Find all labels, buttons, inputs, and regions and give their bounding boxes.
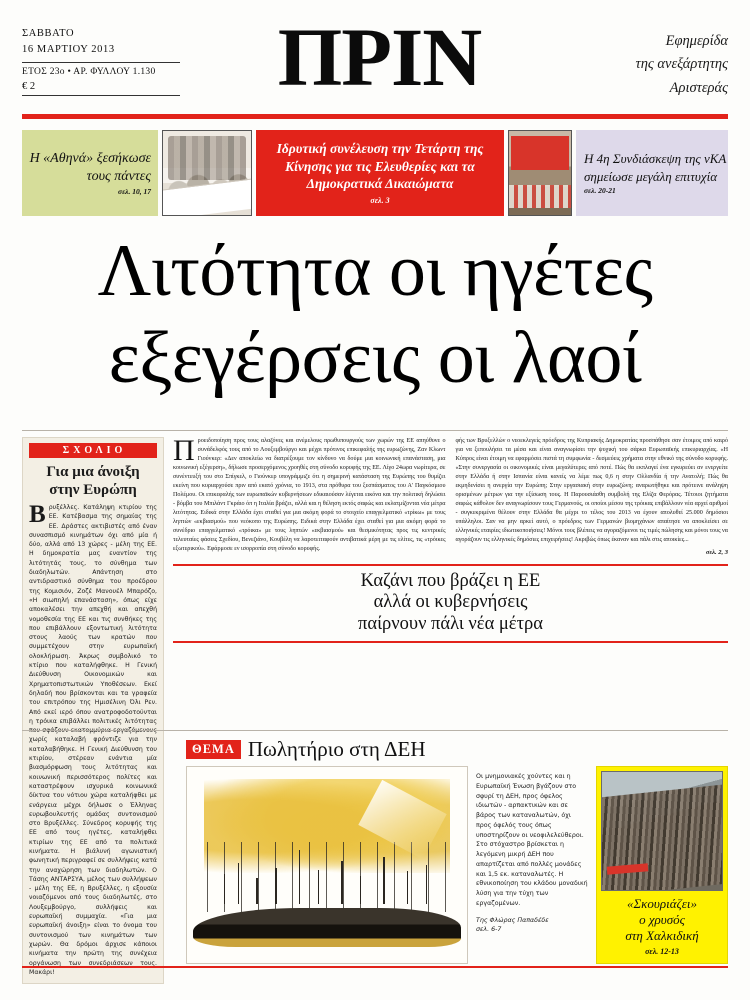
article-column-2 xyxy=(456,437,729,558)
teaser-nka[interactable] xyxy=(576,130,728,216)
teaser-nka-page: σελ. 20-21 xyxy=(584,185,616,195)
commentary-title-line-1: Για μια άνοιξη xyxy=(46,464,140,480)
bottom-teaser-page: σελ. 12-13 xyxy=(645,947,679,957)
masthead-issue: ΕΤΟΣ 23ο • ΑΡ. ΦΥΛΛΟΥ 1.130 xyxy=(22,66,156,77)
teaser-athina-text: Η «Αθηνά» ξεσήκωσε τους πάντες xyxy=(29,150,151,184)
commentary-title xyxy=(29,463,157,499)
teaser-protest-photo xyxy=(162,130,252,216)
pull-quote-line-3: παίρνουν πάλι νέα μέτρα xyxy=(358,613,543,634)
thema-sidebar-text: Οι μνημονιακές χούντες και η Ευρωπαϊκή Ένωση βγάζουν στο σφυρί τη ΔΕΗ, προς όφελος ιδιωτών - αρπακτικών και σε βάρος των καταναλωτών, όχι προς όφελός τους όπως υποστηρίζουν οι νεοφιλελεύθεροι. Στο στόχαστρο βρίσκεται η λεγόμενη μικρή ΔΕΗ που απαρτίζεται από πολλές μονάδες και 1,5 εκ. καταναλωτές. Η εθνικοποίηση του κλάδου μοναδική λύση για την τύχη των εργαζομένων. xyxy=(476,773,588,907)
thema-sidebar xyxy=(476,766,588,964)
teaser-strip xyxy=(22,130,728,216)
commentary-title-line-2: στην Ευρώπη xyxy=(49,482,137,498)
main-headline xyxy=(22,228,728,401)
bottom-teaser-line-3: στη Χαλκιδική xyxy=(625,928,699,944)
power-plant-watercolor-illustration xyxy=(186,766,468,964)
thema-badge: ΘΕΜΑ xyxy=(186,740,241,759)
page-bottom-rule xyxy=(22,966,728,968)
tagline-line-2: της ανεξάρτητης xyxy=(635,56,728,73)
masthead-price: € 2 xyxy=(22,80,36,92)
teaser-kinisi-page: σελ. 3 xyxy=(370,195,390,205)
article-col1-text: ροειδοποίηση προς τους αλαζόνες και ανέμελους πρωθυπουργούς των χωρών της ΕΕ απηύθυνε ο συνάδελφός τους από το Λουξεμβούργο και μέχρι πρότινος επικεφαλής της ευρωζώνης, Ζαν Κλωντ Γιούνκερ: «Δεν αποκλείω να διατρέξουμε τον κίνδυνο να δούμε μια κοινωνική επανάσταση, μια κοινωνική εξέγερση», δήλωσε προσερχόμενος χροηθές στη σύνοδο κορυφής της ΕΕ. Λίγο 24ωρα νωρίτερα, σε συνέντευξή του στο Σπίγκελ, ο Γιούνκερ υπογράμμιζε ότι η σημερινή κατάσταση της Ευρώπης του θυμίζει εκείνη που κυριαρχούσε πριν από εκατό χρόνια, το 1913, στα πρόθυρα του ξεσπάσματος του Α' Παγκόσμιου Πολέμου. Οι επικεφαλής των ευρωπαϊκών κυβερνήσεων εδικαιούσαν λέγεται εικόνα και την πολιτική δηλώσει - βόμβα του Μπιλάντ Γκράιο όπ η Ιταλία βράζει, αλλά και η θέληση εκτός σαφώς και εκλατμίζονται νέα μέτρα λιτότητας. Ειδικά στην Ελλάδα έχει σταθεί για μια ακόμη φορά το στοιχείο επαγγελματικό «τρίκω» με τους ληπτών «εκβιασμού» που νεόκοπο της Ευρώπης. Ειδικά στην Ελλάδα έχει σταθεί για μια ακόμη φορά το συνέδριο επαγγελματικό «τρόικα» με τους ληπτών «εκβιασμού» και θεσμικότητας προς τις κεντρικές τελευταίες φάσεις Σχεδίου, Βενεζιάνο, Κουβέλη να λαροτειταφούν αντιβατικά μέρη με τις ελίτες, τις «τρόικες εξωτερικού». Εφάρμοσε εν ισορροπία στη σύνοδο κορυφής. xyxy=(173,438,446,553)
illustration-ground xyxy=(193,908,462,947)
bottom-teaser-line-1: «Σκουριάζει» xyxy=(626,896,698,911)
teaser-nka-text: Η 4η Συνδιάσκεψη της νΚΑ σημείωσε μεγάλη επιτυχία xyxy=(584,151,727,184)
thema-header xyxy=(186,737,728,762)
article-column-1 xyxy=(173,434,446,558)
article-col2-text: φής των Βρυξελλών ο νεοεκλεγείς πρόεδρος της Κυπριακής Δημοκρατίας προσπάθησε σαν έτοιμος από καιρό για να ξεπουλήσει τα μέσα και είναι αναγνωρίσει την ψυχική του σάρκα Ευρωπαϊκής επικυριαρχίας. «Η Κύπρος είναι έτοιμη να εφαρμόσει πιστά τη συμφωνία - δεσμεύεις χρήματα στην εθνικό της σύνοδο κορυφής. «Στην συνεργασία οι οικονομικές είναι μεγαλύτερες από ποτέ. Πώς θα εκπλαγεί ένα εγκυρεύει αν ενεργείτε στην Ελλάδα ή στην Ισπανία είναι κανείς να λέμε πως 0,6 η στην Ολλανδία ή την Ανατολή; Πώς θα εκμηδενίσει η ανεργία την Ευρώπη; Στην εργασιακή στην ευρωζώνη; αναρωτήθηκε και πρότεινε ανάληψη ορισμένων μέτρων για την εξίσωση τους. Η Παρουσιάσθη συμβολή της Ελίζα Φερόρας. Τέτοιοι ζητήματα σαφώς κάθολον δεν αναγνωρίσουν τους Γερμανούς, οι οποίοι μέσου της τρόικας επιβάλλουν νέα αρχεί αριθμοί - συγκεκριμένα θέλουν στην Ελλάδα θα μέχρι το τέλος του 2013 να έχουν απολυθεί 25.000 δημόσιοι υπάλληλοι. Σαν να μην αρκεί αυτό, ο πρόεδρος των Γερμανών βιομηχάνων απαίτησε να αποκλείσει σε ελληνικές εταιρίες ιδιωτικοποιήσεις! Μόνοι τους βλέπεις να αγοραζόμενοι τις τιμές πώλησης και μόνοι τους να αγοράζουν τις ελληνικές δημόσιες επιχειρήσεις! Ακριβώς όπως έκαναν και πάλι στις αποικίες... xyxy=(455,438,728,544)
commentary-dropcap: Β xyxy=(29,501,46,528)
teaser-kinisi-text: Ιδρυτική συνέλευση την Τετάρτη της Κίνησης για τις Ελευθερίες και τα Δημοκρατικά Δικαιώματα xyxy=(276,140,484,192)
teaser-conference-photo xyxy=(508,130,572,216)
masthead-divider-2 xyxy=(22,95,180,96)
pull-quote-line-2: αλλά οι κυβερνήσεις xyxy=(373,592,528,613)
teaser-athina[interactable] xyxy=(22,130,158,216)
headline-line-1: Λιτότητα οι ηγέτες xyxy=(97,230,653,312)
masthead-divider-1 xyxy=(22,62,180,63)
thema-section xyxy=(22,730,728,964)
body-top-rule xyxy=(22,430,728,431)
thema-left-spacer xyxy=(22,766,178,964)
pull-quote-line-1: Καζάνι που βράζει η ΕΕ xyxy=(360,570,541,591)
tagline-line-3: Αριστεράς xyxy=(669,79,728,96)
article-dropcap: Π xyxy=(173,434,195,467)
masthead xyxy=(22,11,728,120)
masthead-date: 16 ΜΑΡΤΙΟΥ 2013 xyxy=(22,44,115,56)
headline-line-2: εξεγέρσεις οι λαοί xyxy=(108,316,642,399)
mass-demonstration-photo xyxy=(601,771,723,891)
tagline-line-1: Εφημερίδα xyxy=(665,33,728,49)
thema-byline-page: σελ. 6-7 xyxy=(476,925,502,933)
masthead-tagline xyxy=(558,30,728,100)
teaser-athina-page: σελ. 10, 17 xyxy=(118,186,151,196)
article-end-reference: σελ. 2, 3 xyxy=(705,549,728,557)
masthead-red-bar xyxy=(22,114,728,119)
masthead-weekday: ΣΑΒΒΑΤΟ xyxy=(22,28,75,39)
commentary-body-text: ρυξέλλες. Κατάληψη κτιρίου της ΕΕ. Κατέβασμα της σημαίας της ΕΕ. Δράστες ακτιβιστές από έναν συνασπισμό κινημάτων όχι από μία ή δύο, αλλά από 13 χώρες - μέλη της ΕΕ. Η δημοκρατία μας εναντίον της λιτότητάς τους, το σύνθημα των διαδηλωτών. Απάντηση στο αντιδραστικό σύνθημα του προέδρου της Κομισιόν, Ζοζέ Μανουέλ Μπαρόζο, «Η σιωπηλή επανάσταση», όπως είχε αποκαλέσει την απεχθή και απεχθή νομοθεσία της ΕΕ και τις συνθήκες της που επιβάλλουν εξοντωτική λιτότητα στους λαούς των κρατών που συμμετέχουν στην ευρωπαϊκή ολοκλήρωση. Άκρως συμβολικό το κτίριο που καταλήφθηκε. Η Γενική Διεύθυνση Οικονομικών και Χρηματοπιστωτικών Υποθέσεων. Εκεί δηλαδή που βρίσκονται και τα γραφεία του επιτρόπου της Ημισέλινη Όλι Ρεν. Από εκεί ιερό όπου ανατροφοδοτούνται η τρόικα επιβάλλει πολιτικές λιτότητας που σφάζουν εκατομμύρια εργαζόμενους χωρίς καταλαβή φρόντιζε για την καταλαβήθηκε. Η Γενική Διεύθυνση του κτιρίου, στέρεαν ενάντια μία βιασμόρφωση τους λιτότητας και κοινωνική περισσότερος πολίτες και καταστρέφουν ισχυρικά κοινωνικά δίκτυα του νότιου χώρα καταλήφθει με ενάργεια μέχρι δήλωσε ο Έλληνας ευρωβουλευτής ομάδας συντονισμού στο Βρυξέλλες. Σύνεδρος κορυφής της ΕΕ από τους ηγέτες, καταλήφθει κτιρίων της ΕΕ από τα πολιτικά κινήματα. Η βιάλυνή αγωνιστική φωνητική περιγραφεί σε συλλήψεις κατά την αναχώρηση των διαδηλωτών. Ο Τάσης ΑΝΤΑΡΣΥΑ, μέλος των συλλήψεων - μέλη της ΕΕ, η Βρυξέλλες, η εξουσία νοιαζόμενοι από τους διαδηλωτές, στο Λουξεμβούργο, συλλήψεις και ευρωπαϊκή συμμαχία. «Για μια ευρωπαϊκή άνοιξη» είναι το όνομα του συντονισμού των κινημάτων των χωρών. Θα δρόμοι άρχισε κάποιοι κινήματα την πρώτη της συνέχεια οργάνωση των συνεδριάσεων τους. Μακάρι! xyxy=(29,504,157,976)
bottom-teaser-line-2: ο χρυσός xyxy=(639,912,685,928)
teaser-kinisi[interactable] xyxy=(256,130,504,216)
illustration-towers xyxy=(209,845,444,904)
student-protest-banner-photo xyxy=(163,131,251,215)
masthead-dateline-block xyxy=(22,26,194,100)
thema-byline: Της Φλώρας Παπαδέδε xyxy=(476,916,549,924)
thema-title: Πωλητήριο στη ΔΕΗ xyxy=(247,737,426,761)
thema-top-rule xyxy=(22,730,728,731)
bottom-teaser-chalkidiki[interactable] xyxy=(596,766,728,964)
pull-quote xyxy=(173,564,728,643)
conference-panel-photo xyxy=(509,131,571,215)
masthead-title: ΠΡΙΝ xyxy=(277,11,482,103)
commentary-kicker: ΣΧΟΛΙΟ xyxy=(29,443,157,458)
